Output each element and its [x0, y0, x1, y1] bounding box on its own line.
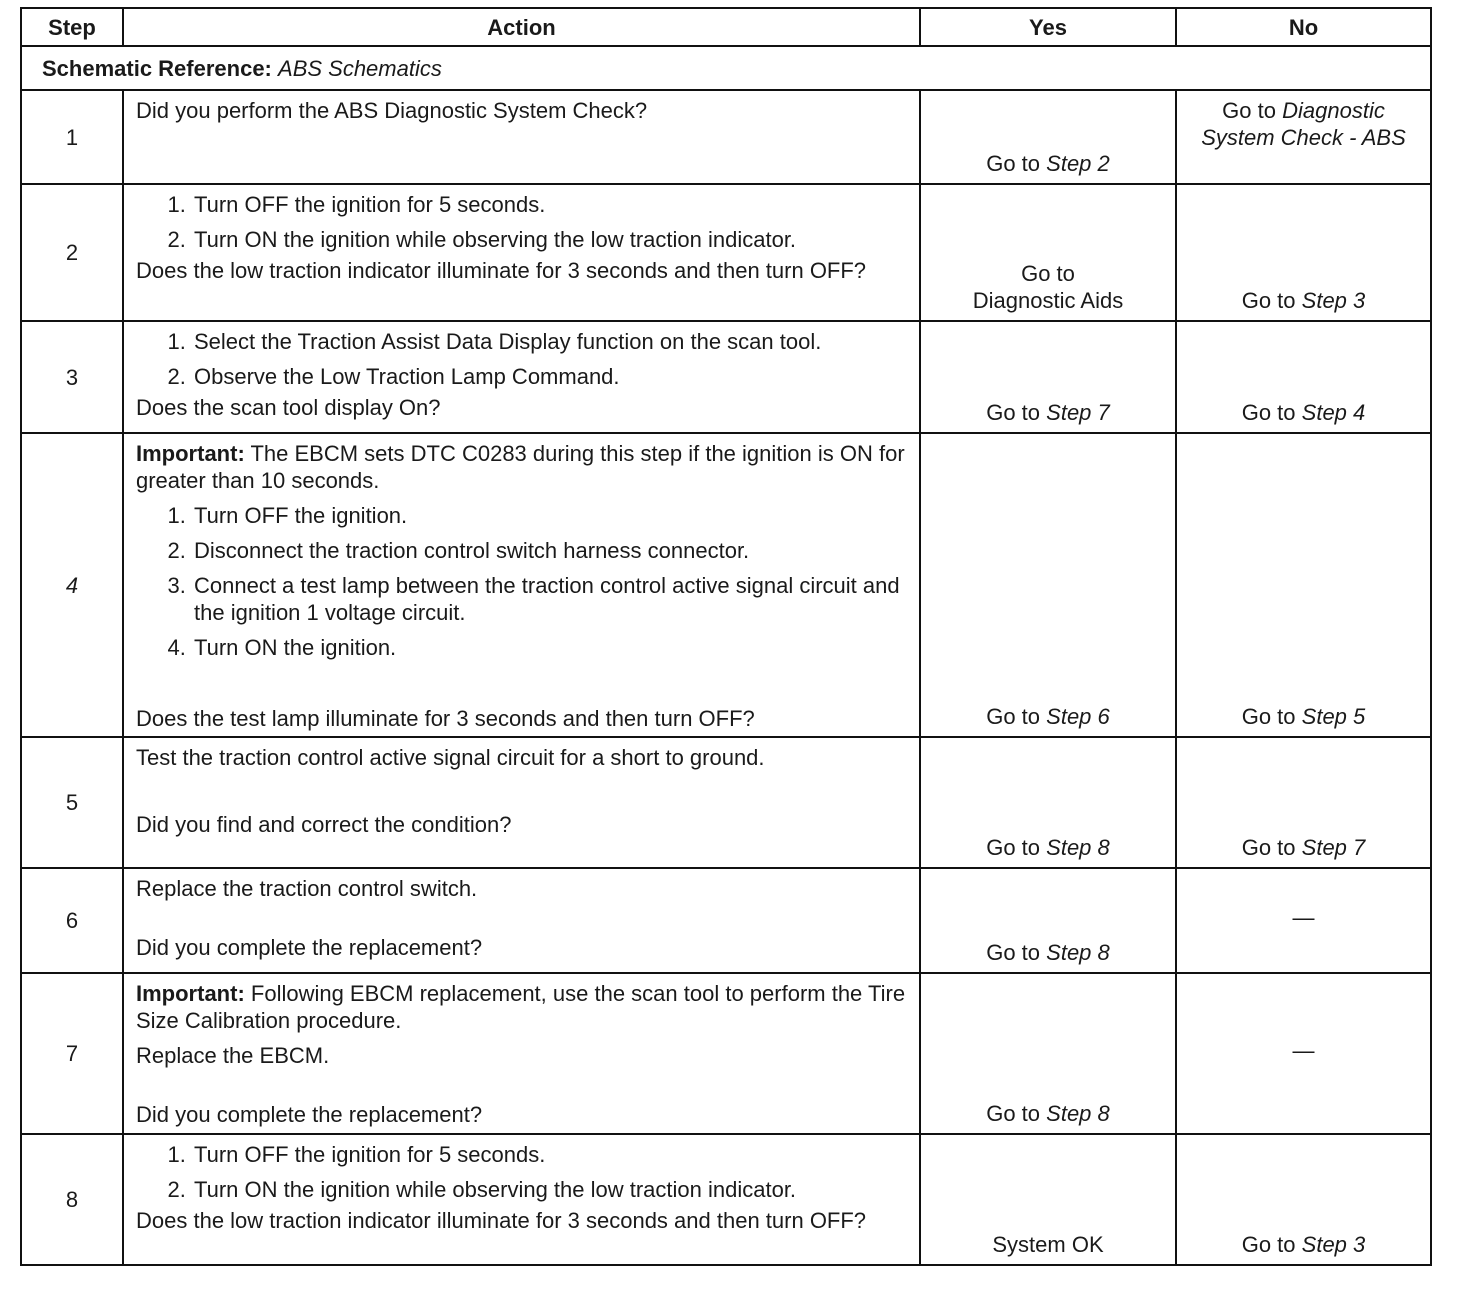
- no-cell: [1176, 868, 1431, 973]
- step-number-cell: [21, 433, 123, 737]
- header-action: Action: [123, 8, 920, 46]
- go-to-label: Go to: [1222, 98, 1276, 123]
- step-number: 4: [65, 572, 79, 598]
- table-row: [21, 973, 1431, 1134]
- question: Does the test lamp illuminate for 3 seconds and then turn OFF?: [136, 706, 755, 731]
- go-to-label: Go to: [1241, 835, 1296, 860]
- yes-cell: [920, 868, 1176, 973]
- question: Did you complete the replacement?: [136, 935, 483, 960]
- header-no: No: [1176, 8, 1431, 46]
- go-to-label: Go to: [1241, 1232, 1296, 1257]
- no-cell: [1176, 433, 1431, 737]
- step-link[interactable]: Step 2: [1046, 151, 1110, 176]
- important-label: Important:: [136, 981, 245, 1006]
- system-ok-text: System OK: [992, 1232, 1104, 1257]
- action-cell: [123, 868, 920, 973]
- not-applicable-dash: —: [1292, 905, 1315, 930]
- important-text: The EBCM sets DTC C0283 during this step if the ignition is ON for greater than 10 seconds.: [136, 441, 905, 493]
- diagnostic-aids-link[interactable]: Diagnostic Aids: [972, 288, 1124, 313]
- instruction-list: [136, 502, 907, 661]
- spacer: [136, 1069, 907, 1101]
- action-cell: [123, 973, 920, 1134]
- no-cell: [1176, 184, 1431, 321]
- step-link[interactable]: Step 4: [1301, 400, 1366, 425]
- go-to-label: Go to: [1241, 704, 1296, 729]
- list-item: 1. Turn OFF the ignition.: [192, 502, 907, 529]
- yes-cell: [920, 1134, 1176, 1265]
- schematic-reference: [21, 46, 1431, 90]
- question: Did you find and correct the condition?: [136, 812, 512, 837]
- go-to-label: Go to: [986, 704, 1041, 729]
- instruction-list: [136, 191, 907, 253]
- question: Does the low traction indicator illuminate for 3 seconds and then turn OFF?: [136, 1208, 867, 1233]
- important-label: Important:: [136, 441, 245, 466]
- action-cell: [123, 321, 920, 433]
- go-to-label: Go to: [986, 940, 1041, 965]
- list-item: 1. Turn OFF the ignition for 5 seconds.: [192, 1141, 907, 1168]
- step-link[interactable]: Step 5: [1301, 704, 1366, 729]
- step-link[interactable]: Step 7: [1301, 835, 1366, 860]
- no-cell: [1176, 90, 1431, 184]
- action-cell: [123, 1134, 920, 1265]
- question: Does the low traction indicator illuminate for 3 seconds and then turn OFF?: [136, 258, 867, 283]
- table-row: [21, 184, 1431, 321]
- step-link[interactable]: Step 3: [1301, 1232, 1366, 1257]
- go-to-label: Go to: [1021, 261, 1075, 286]
- list-item: 2. Observe the Low Traction Lamp Command.: [192, 363, 907, 390]
- table-row: [21, 1134, 1431, 1265]
- instruction-list: [136, 1141, 907, 1203]
- table-row: [21, 737, 1431, 868]
- schematic-reference-label: Schematic Reference:: [42, 55, 272, 81]
- step-number: 2: [21, 184, 123, 321]
- action-cell: [123, 433, 920, 737]
- yes-cell: [920, 433, 1176, 737]
- step-link[interactable]: Step 3: [1301, 288, 1366, 313]
- question: Did you perform the ABS Diagnostic System Check?: [136, 98, 648, 123]
- step-number: 1: [21, 90, 123, 184]
- instruction-list: [136, 328, 907, 390]
- no-cell: [1176, 973, 1431, 1134]
- list-item: 1. Turn OFF the ignition for 5 seconds.: [192, 191, 907, 218]
- step-number: 3: [21, 321, 123, 433]
- yes-cell: [920, 184, 1176, 321]
- step-number: 7: [21, 973, 123, 1134]
- step-link[interactable]: Step 8: [1046, 1101, 1110, 1126]
- table-row: [21, 433, 1431, 737]
- yes-cell: [920, 973, 1176, 1134]
- diagnostic-link[interactable]: Diagnostic: [1282, 98, 1385, 123]
- no-cell: [1176, 1134, 1431, 1265]
- schematic-reference-link[interactable]: ABS Schematics: [278, 55, 442, 81]
- spacer: [136, 665, 907, 705]
- spacer: [136, 902, 907, 934]
- list-item: 2. Disconnect the traction control switch harness connector.: [192, 537, 907, 564]
- instruction: Test the traction control active signal circuit for a short to ground.: [136, 745, 765, 770]
- no-cell: [1176, 737, 1431, 868]
- table-row: [21, 90, 1431, 184]
- step-link[interactable]: Step 8: [1046, 835, 1110, 860]
- table-row: [21, 868, 1431, 973]
- list-item: 1. Select the Traction Assist Data Display function on the scan tool.: [192, 328, 907, 355]
- action-cell: [123, 737, 920, 868]
- go-to-label: Go to: [986, 835, 1041, 860]
- important-note: [136, 980, 907, 1034]
- yes-cell: [920, 90, 1176, 184]
- go-to-label: Go to: [986, 151, 1041, 176]
- list-item: 3. Connect a test lamp between the traction control active signal circuit and the ignition 1 voltage circuit.: [192, 572, 907, 626]
- step-number: 6: [21, 868, 123, 973]
- table-row: [21, 321, 1431, 433]
- go-to-label: Go to: [986, 1101, 1041, 1126]
- header-row: [21, 8, 1431, 46]
- instruction: Replace the EBCM.: [136, 1043, 330, 1068]
- yes-cell: [920, 737, 1176, 868]
- not-applicable-dash: —: [1292, 1038, 1315, 1063]
- header-step: Step: [21, 8, 123, 46]
- action-cell: [123, 184, 920, 321]
- instruction: Replace the traction control switch.: [136, 876, 478, 901]
- action-cell: [123, 90, 920, 184]
- go-to-label: Go to: [986, 400, 1041, 425]
- important-note: [136, 440, 907, 494]
- yes-cell: [920, 321, 1176, 433]
- important-text: Following EBCM replacement, use the scan tool to perform the Tire Size Calibration procedure.: [136, 981, 906, 1033]
- step-link[interactable]: Step 7: [1046, 400, 1110, 425]
- question: Did you complete the replacement?: [136, 1102, 483, 1127]
- step-link[interactable]: Step 6: [1046, 704, 1110, 729]
- step-number: 8: [21, 1134, 123, 1265]
- list-item: 2. Turn ON the ignition while observing the low traction indicator.: [192, 226, 907, 253]
- go-to-label: Go to: [1241, 288, 1296, 313]
- step-link[interactable]: Step 8: [1046, 940, 1110, 965]
- question: Does the scan tool display On?: [136, 395, 441, 420]
- step-number: 5: [21, 737, 123, 868]
- diagnostic-table: [20, 7, 1432, 1266]
- header-yes: Yes: [920, 8, 1176, 46]
- schematic-reference-row: [21, 46, 1431, 90]
- list-item: 2. Turn ON the ignition while observing the low traction indicator.: [192, 1176, 907, 1203]
- list-item: 4. Turn ON the ignition.: [192, 634, 907, 661]
- go-to-label: Go to: [1241, 400, 1296, 425]
- spacer: [136, 771, 907, 811]
- no-cell: [1176, 321, 1431, 433]
- diagnostic-link-cont[interactable]: System Check - ABS: [1201, 125, 1406, 150]
